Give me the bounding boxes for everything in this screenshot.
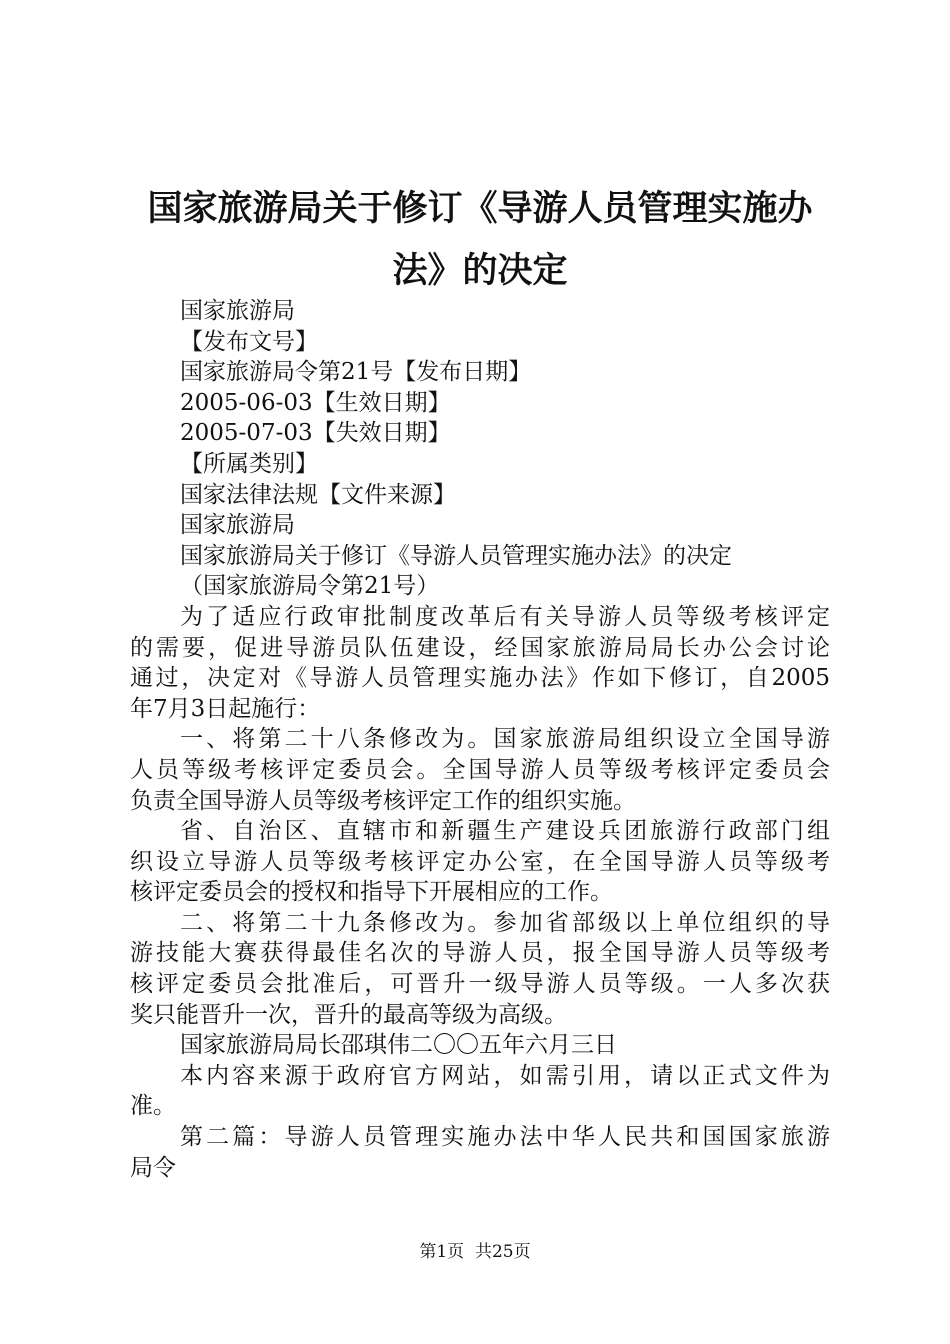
paragraph-line: 奖只能晋升一次，晋升的最高等级为高级。 <box>130 1001 567 1028</box>
paragraph-line: 第二篇：导游人员管理实施办法中华人民共和国国家旅游 <box>180 1124 830 1151</box>
paragraph-line: 为了适应行政审批制度改革后有关导游人员等级考核评定 <box>180 603 830 630</box>
document-body <box>130 296 830 1183</box>
paragraph-line: 负责全国导游人员等级考核评定工作的组织实施。 <box>130 787 636 814</box>
category-line: 国家法律法规【文件来源】 <box>180 481 456 508</box>
doc-number-line: 国家旅游局令第21号【发布日期】 <box>180 359 532 386</box>
paragraph-line: 核评定委员会批准后，可晋升一级导游人员等级。一人多次获 <box>130 971 830 998</box>
decree-number-line: （国家旅游局令第21号） <box>180 573 440 600</box>
paragraph-line: 局令 <box>130 1154 176 1181</box>
doc-number-label: 【发布文号】 <box>180 328 318 355</box>
paragraph-line: 年7月3日起施行： <box>130 695 321 722</box>
title-line-2: 法》的决定 <box>392 251 568 291</box>
paragraph-line: 通过，决定对《导游人员管理实施办法》作如下修订，自2005 <box>130 665 830 692</box>
issuer-line: 国家旅游局 <box>180 298 295 324</box>
paragraph-line: 二、将第二十九条修改为。参加省部级以上单位组织的导 <box>180 909 830 936</box>
paragraph-line: 人员等级考核评定委员会。全国导游人员等级考核评定委员会 <box>130 756 830 783</box>
decision-title-line: 国家旅游局关于修订《导游人员管理实施办法》的决定 <box>180 542 732 569</box>
source-line: 国家旅游局 <box>180 512 295 539</box>
paragraph-line: 省、自治区、直辖市和新疆生产建设兵团旅游行政部门组 <box>180 818 830 845</box>
page-number: 第1页 共25页 <box>419 1242 531 1262</box>
paragraph-line: 一、将第二十八条修改为。国家旅游局组织设立全国导游 <box>180 726 830 753</box>
paragraph-line: 本内容来源于政府官方网站，如需引用，请以正式文件为 <box>180 1062 830 1089</box>
paragraph-line: 准。 <box>130 1093 176 1120</box>
title-line-1: 国家旅游局关于修订《导游人员管理实施办 <box>147 189 813 229</box>
publish-date-line: 2005-06-03【生效日期】 <box>180 389 451 416</box>
effective-date-line: 2005-07-03【失效日期】 <box>180 420 451 447</box>
document-title <box>130 178 830 302</box>
page-footer <box>0 1242 950 1262</box>
category-label: 【所属类别】 <box>180 450 318 477</box>
paragraph-line: 的需要，促进导游员队伍建设，经国家旅游局局长办公会讨论 <box>130 634 830 661</box>
signature-line: 国家旅游局局长邵琪伟二〇〇五年六月三日 <box>180 1032 617 1059</box>
paragraph-line: 核评定委员会的授权和指导下开展相应的工作。 <box>130 879 613 906</box>
paragraph-line: 织设立导游人员等级考核评定办公室，在全国导游人员等级考 <box>130 848 830 875</box>
paragraph-line: 游技能大赛获得最佳名次的导游人员，报全国导游人员等级考 <box>130 940 830 967</box>
